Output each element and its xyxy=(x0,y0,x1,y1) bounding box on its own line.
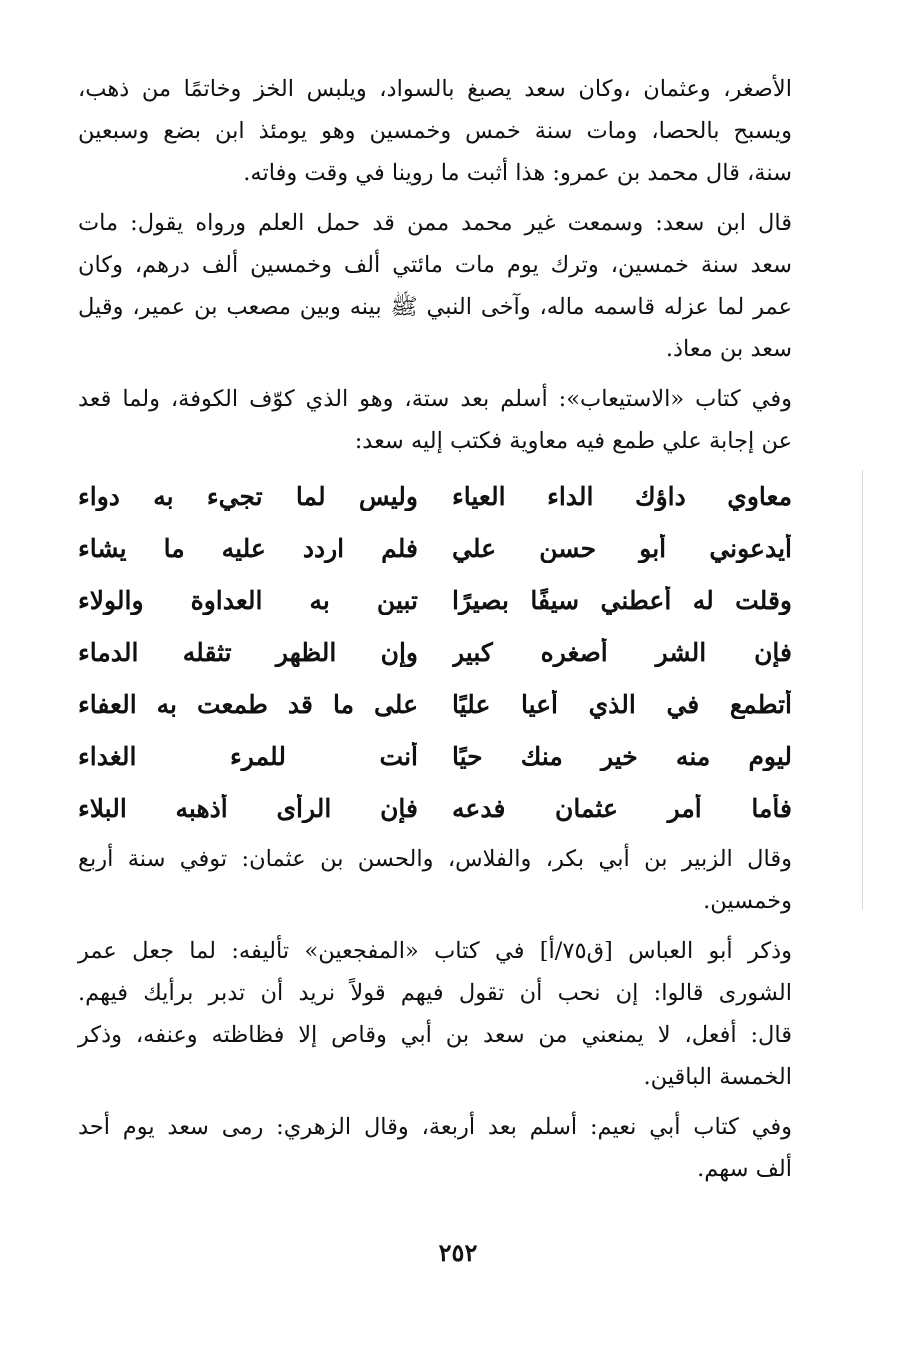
text-line: وفي كتاب أبي نعيم: أسلم بعد أربعة، وقال الزهري: رمى سعد يوم أحد xyxy=(78,1114,792,1140)
text-line: قال ابن سعد: وسمعت غير محمد ممن قد حمل العلم ورواه يقول: مات xyxy=(78,210,792,236)
verse-first-hemistich: ليوم منه خير منك حيًا xyxy=(452,741,792,771)
text-line: وفي كتاب «الاستيعاب»: أسلم بعد ستة، وهو الذي كوّف الكوفة، ولما قعد xyxy=(78,386,792,412)
verse-first-hemistich: معاوي داؤك الداء العياء xyxy=(452,481,792,511)
verse-first-hemistich: فأما أمر عثمان فدعه xyxy=(452,793,792,823)
poem-verse xyxy=(78,730,792,782)
paragraph-zubair xyxy=(78,838,792,922)
margin-rule xyxy=(862,470,863,910)
text-line: عن إجابة علي طمع فيه معاوية فكتب إليه سعد: xyxy=(354,428,792,454)
poem-verse xyxy=(78,626,792,678)
text-line: وذكر أبو العباس [ق٧٥/أ] في كتاب «المفجعين» تأليفه: لما جعل عمر xyxy=(78,938,792,964)
paragraph-istiab xyxy=(78,378,792,462)
text-line: سعد بن معاذ. xyxy=(665,336,792,362)
text-line: وخمسين. xyxy=(703,888,792,914)
text-line: وقال الزبير بن أبي بكر، والفلاس، والحسن بن عثمان: توفي سنة أربع xyxy=(78,846,792,872)
paragraph-abu-abbas xyxy=(78,930,792,1098)
text-line: سعد سنة خمسين، وترك يوم مات مائتي ألف وخمسين ألف درهم، وكان xyxy=(78,252,792,278)
verse-first-hemistich: فإن الشر أصغره كبير xyxy=(452,637,792,667)
text-line: الأصغر، وعثمان ،وكان سعد يصبغ بالسواد، ويلبس الخز وخاتمًا من ذهب، xyxy=(78,76,792,102)
text-line: ألف سهم. xyxy=(697,1156,792,1182)
poem-verse xyxy=(78,522,792,574)
text-line: الخمسة الباقين. xyxy=(643,1064,792,1090)
text-line: عمر لما عزله قاسمه ماله، وآخى النبي ﷺ بينه وبين مصعب بن عمير، وقيل xyxy=(78,294,792,320)
paragraph-ibn-saad xyxy=(78,202,792,370)
text-line: الشورى قالوا: إن نحب أن تقول فيهم قولاً نريد أن تدبر برأيك فيهم. xyxy=(78,980,792,1006)
verse-second-hemistich: تبين به العداوة والولاء xyxy=(78,585,418,615)
poem-verse xyxy=(78,470,792,522)
verse-second-hemistich: على ما قد طمعت به العفاء xyxy=(78,689,418,719)
verse-second-hemistich: وإن الظهر تثقله الدماء xyxy=(78,637,418,667)
text-line: سنة، قال محمد بن عمرو: هذا أثبت ما روينا في وقت وفاته. xyxy=(243,160,792,186)
text-line: قال: أفعل، لا يمنعني من سعد بن أبي وقاص إلا فظاظته وعنفه، وذكر xyxy=(78,1022,792,1048)
paragraph-abu-nuaim xyxy=(78,1106,792,1190)
verse-second-hemistich: فلم اردد عليه ما يشاء xyxy=(78,533,418,563)
page-number: ٢٥٢ xyxy=(438,1238,478,1267)
verse-first-hemistich: أيدعوني أبو حسن علي xyxy=(452,533,792,563)
text-line: ويسبح بالحصا، ومات سنة خمس وخمسين وهو يومئذ ابن بضع وسبعين xyxy=(78,118,792,144)
verse-second-hemistich: أنت للمرء الغداء xyxy=(78,741,418,771)
poem-verse xyxy=(78,678,792,730)
poem-verse xyxy=(78,574,792,626)
verse-first-hemistich: أتطمع في الذي أعيا عليًا xyxy=(452,689,792,719)
verse-second-hemistich: وليس لما تجيء به دواء xyxy=(78,481,418,511)
verse-second-hemistich: فإن الرأى أذهبه البلاء xyxy=(78,793,418,823)
paragraph-death-year xyxy=(78,68,792,194)
verse-first-hemistich: وقلت له أعطني سيفًا بصيرًا xyxy=(452,585,792,615)
page-body xyxy=(78,68,792,1198)
poem-verse xyxy=(78,782,792,834)
poem xyxy=(78,470,792,834)
